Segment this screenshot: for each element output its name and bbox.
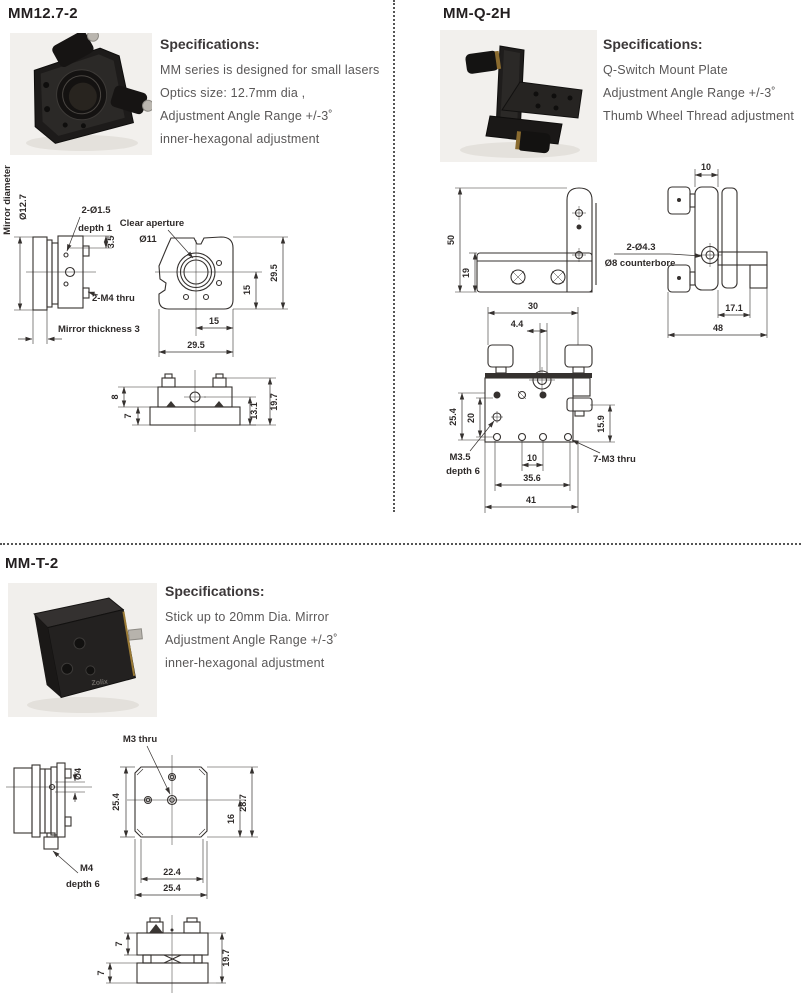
specs-block-mm127	[160, 36, 398, 155]
dim-label: 3.5	[106, 235, 116, 249]
spec-line: inner-hexagonal adjustment	[160, 132, 320, 146]
dim-label: M3 thru	[122, 734, 158, 745]
dim-label: 29.5	[269, 264, 279, 282]
mm127-front-view	[120, 218, 288, 357]
dim-label: 4.4	[510, 319, 524, 329]
spec-line: Optics size: 12.7mm dia ,	[160, 86, 306, 100]
dim-label: 17.1	[725, 303, 743, 313]
dim-label: depth 6	[446, 466, 480, 477]
dim-label: Mirror thickness 3	[58, 324, 140, 335]
dim-label: 8	[110, 394, 120, 400]
dim-label: 15.9	[596, 415, 606, 433]
mmq2h-left-view	[446, 188, 596, 292]
mmt2-bottom-view	[96, 915, 231, 993]
dim-label: 19	[461, 267, 471, 279]
mm127-bottom-view	[110, 370, 279, 432]
dim-label: 25.4	[163, 883, 181, 893]
dim-label: 30	[527, 301, 539, 311]
dim-label: 22.4	[163, 867, 181, 877]
specs-heading: Specifications:	[603, 36, 703, 52]
dim-label: depth 1	[78, 223, 112, 234]
spec-line: MM series is designed for small lasers	[160, 63, 380, 77]
product-photo-mmq2h	[440, 30, 597, 162]
dim-label: 35.6	[523, 473, 541, 483]
dim-label: 13.1	[249, 402, 259, 420]
dim-label: Ø8 counterbore	[604, 258, 676, 269]
dim-label: Ø11	[139, 234, 157, 245]
spec-line: Stick up to 20mm Dia. Mirror	[165, 610, 329, 624]
specs-heading: Specifications:	[165, 583, 265, 599]
dim-label: depth 6	[66, 879, 100, 890]
dim-label: 25.4	[111, 793, 121, 811]
dim-label: 2-M4 thru	[92, 293, 135, 304]
mm127-side-view	[2, 165, 140, 344]
dim-label: 41	[525, 495, 537, 505]
dim-label: M4	[80, 863, 94, 874]
dim-label: 16	[226, 813, 236, 825]
product-photo-mm127	[10, 33, 152, 155]
technical-drawing-mmt2	[0, 725, 320, 1001]
dim-label: 19.7	[269, 393, 279, 411]
product-photo-mmt2	[8, 583, 157, 717]
dim-label: 29.5	[187, 340, 205, 350]
dim-label: 15	[242, 284, 252, 296]
spec-line: Adjustment Angle Range +/-3˚	[603, 86, 776, 100]
spec-line: Thumb Wheel Thread adjustment	[603, 109, 795, 123]
mmt2-side-view	[6, 763, 100, 890]
mmt2-front-view	[111, 734, 258, 899]
mmq2h-bottom-view	[446, 301, 636, 513]
product-title-mmq2h: MM-Q-2H	[443, 5, 511, 22]
dim-label: Mirror diameter	[2, 165, 13, 235]
dim-label: 19.7	[221, 949, 231, 967]
dim-label: 7	[96, 970, 106, 976]
dim-label: Ø12.7	[18, 194, 29, 220]
product-title-mmt2: MM-T-2	[5, 555, 59, 572]
dim-label: 48	[712, 323, 724, 333]
dim-label: 7-M3 thru	[593, 454, 636, 465]
spec-line: Q-Switch Mount Plate	[603, 63, 728, 77]
dim-label: 2-Ø1.5	[81, 205, 111, 216]
mmq2h-right-view	[605, 162, 767, 338]
dim-label: 7	[123, 413, 133, 419]
specs-block-mmq2h	[603, 36, 799, 132]
specs-block-mmt2	[165, 583, 397, 679]
dim-label: 50	[446, 234, 456, 246]
dim-label: 7	[114, 941, 124, 947]
dim-label: 10	[526, 453, 538, 463]
dim-label: Clear aperture	[119, 218, 185, 229]
dim-label: 15	[208, 316, 220, 326]
dim-label: 25.4	[448, 408, 458, 426]
product-title-mm127: MM12.7-2	[8, 5, 78, 22]
dim-label: Ø4	[73, 767, 83, 781]
spec-line: inner-hexagonal adjustment	[165, 656, 325, 670]
specs-heading: Specifications:	[160, 36, 260, 52]
spec-line: Adjustment Angle Range +/-3˚	[165, 633, 338, 647]
spec-line: Adjustment Angle Range +/-3˚	[160, 109, 333, 123]
dim-label: 20	[466, 412, 476, 424]
dim-label: 2-Ø4.3	[626, 242, 656, 253]
dim-label: M3.5	[449, 452, 471, 463]
dim-label: 10	[700, 162, 712, 172]
technical-drawing-mmq2h	[400, 155, 801, 520]
technical-drawing-mm127	[0, 160, 394, 460]
brand-mark: Zolix	[91, 678, 109, 688]
horizontal-divider	[0, 543, 801, 545]
dim-label: 28.7	[238, 794, 248, 812]
